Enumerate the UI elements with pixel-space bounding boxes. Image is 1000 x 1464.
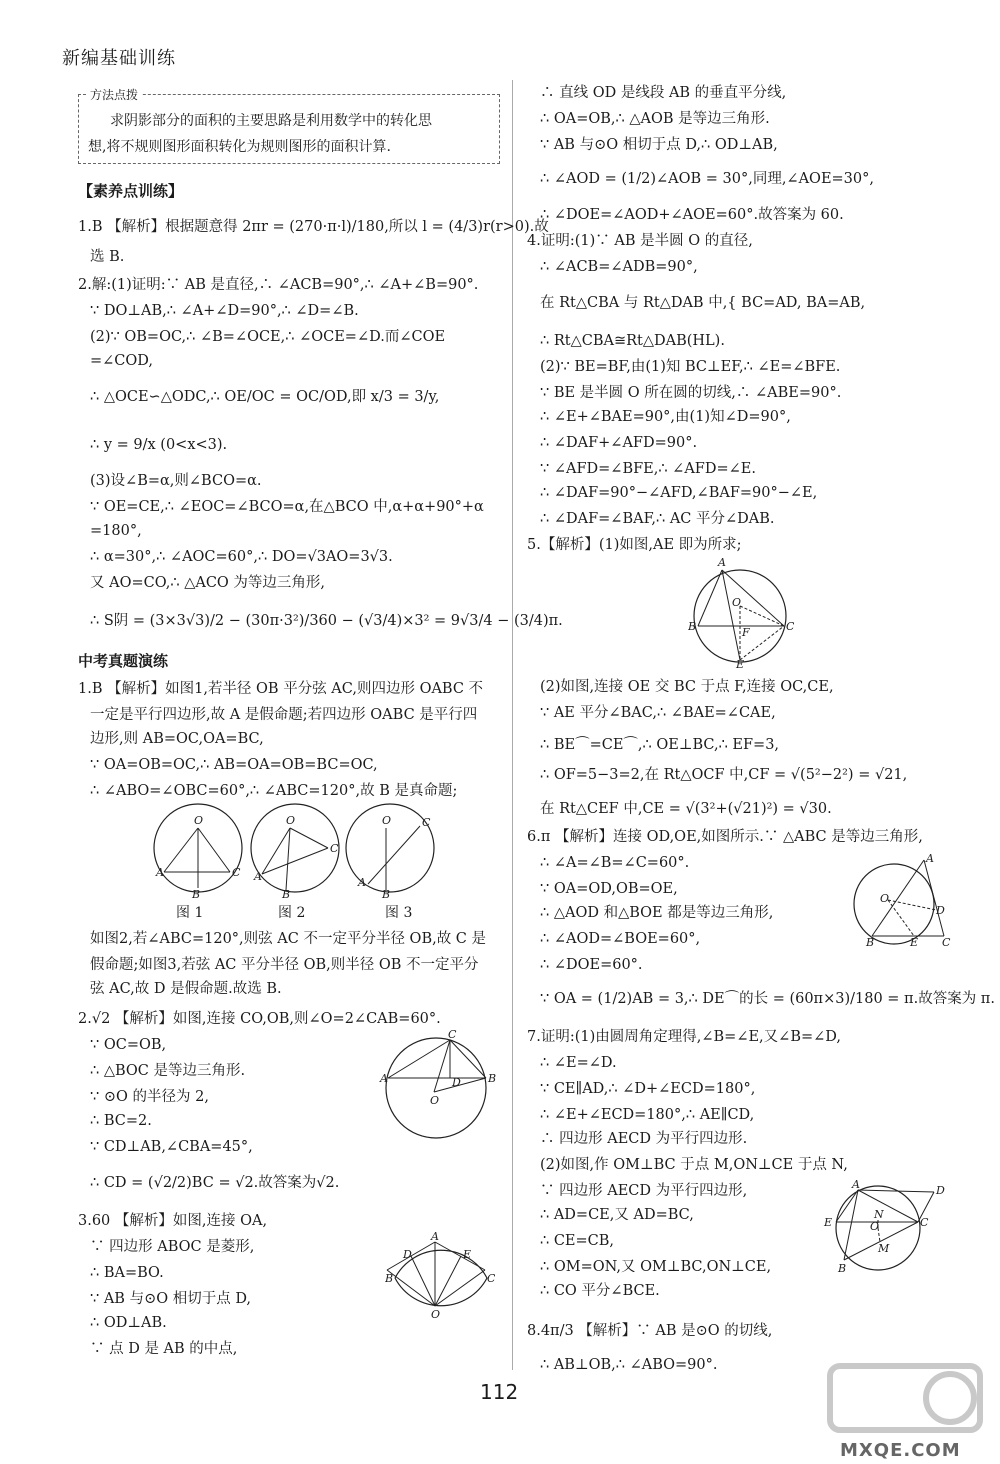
text-line: ∴ Rt△CBA≅Rt△DAB(HL). bbox=[540, 333, 725, 349]
text-line: ∵ AB 与⊙O 相切于点 D, bbox=[90, 1291, 252, 1307]
figure-3 bbox=[346, 804, 434, 898]
column-divider bbox=[512, 80, 513, 1370]
text-line: 5.【解析】(1)如图,AE 即为所求; bbox=[527, 537, 742, 553]
text-line: ∴ OF=5−3=2,在 Rt△OCF 中,CF = √(5²−2²) = √21, bbox=[540, 767, 908, 783]
svg-text:C: C bbox=[232, 866, 241, 879]
svg-text:O: O bbox=[732, 596, 742, 609]
text-line: ∴ BA=BO. bbox=[90, 1265, 164, 1281]
svg-text:A: A bbox=[431, 1232, 439, 1243]
text-line: ∵ 四边形 AECD 为平行四边形, bbox=[540, 1183, 748, 1199]
svg-text:A: A bbox=[254, 870, 262, 883]
text-line: 8.4π/3 【解析】∵ AB 是⊙O 的切线, bbox=[527, 1323, 773, 1339]
text-line: ∴ 四边形 AECD 为平行四边形. bbox=[540, 1131, 748, 1147]
text-line: (2)∵ BE=BF,由(1)知 BC⊥EF,∴ ∠E=∠BFE. bbox=[540, 359, 841, 375]
svg-text:O: O bbox=[194, 814, 204, 827]
text-line: ∴ ∠DOE=60°. bbox=[540, 957, 643, 973]
text-line: ∵ ⊙O 的半径为 2, bbox=[90, 1089, 209, 1105]
text-line: ∴ S阴 = (3×3√3)/2 − (30π·3²)/360 − (√3/4)×3² = 9√3/4 − (3/4)π. bbox=[90, 613, 563, 629]
text-line: ∴ △AOD 和△BOE 都是等边三角形, bbox=[540, 905, 774, 921]
text-line: (2)如图,连接 OE 交 BC 于点 F,连接 OC,CE, bbox=[540, 679, 834, 695]
text-line: ∵ CE∥AD,∴ ∠D+∠ECD=180°, bbox=[540, 1081, 756, 1097]
svg-text:B: B bbox=[688, 620, 697, 633]
svg-text:F: F bbox=[742, 626, 750, 639]
text-line: ∵ 点 D 是 AB 的中点, bbox=[90, 1341, 238, 1357]
svg-text:O: O bbox=[880, 892, 890, 905]
text-line: ∴ BC=2. bbox=[90, 1113, 152, 1129]
text-line: 选 B. bbox=[90, 249, 125, 265]
svg-text:B: B bbox=[192, 888, 201, 898]
section-heading: 中考真题演练 bbox=[78, 652, 169, 670]
figure-problem-3 bbox=[385, 1232, 495, 1320]
text-line: ∴ y = 9/x (0<x<3). bbox=[90, 437, 228, 453]
svg-text:C: C bbox=[422, 816, 431, 829]
svg-text:C: C bbox=[330, 842, 339, 855]
text-line: 在 Rt△CBA 与 Rt△DAB 中,{ BC=AD, BA=AB, bbox=[540, 295, 866, 311]
text-line: ∴ OD⊥AB. bbox=[90, 1315, 167, 1331]
figure-caption: 图 3 bbox=[385, 905, 413, 921]
svg-text:C: C bbox=[487, 1272, 495, 1285]
text-line: ∴ CD = (√2/2)BC = √2.故答案为√2. bbox=[90, 1175, 340, 1191]
svg-text:O: O bbox=[286, 814, 296, 827]
text-line: ∴ ∠E=∠D. bbox=[540, 1055, 617, 1071]
svg-text:E: E bbox=[736, 658, 745, 668]
text-line: ∴ 直线 OD 是线段 AB 的垂直平分线, bbox=[540, 85, 787, 101]
figures-1-2-3 bbox=[150, 800, 450, 898]
text-line: ∴ BE⌒=CE⌒,∴ OE⊥BC,∴ EF=3, bbox=[540, 737, 780, 753]
svg-text:D: D bbox=[403, 1248, 412, 1261]
tip-line: 求阴影部分的面积的主要思路是利用数学中的转化思 bbox=[110, 113, 432, 129]
text-line: ∴ ∠ACB=∠ADB=90°, bbox=[540, 259, 698, 275]
text-line: 7.证明:(1)由圆周角定理得,∠B=∠E,又∠B=∠D, bbox=[527, 1029, 841, 1045]
text-line: ∴ ∠E+∠BAE=90°,由(1)知∠D=90°, bbox=[540, 409, 791, 425]
figure-caption: 图 1 bbox=[176, 905, 204, 921]
svg-text:N: N bbox=[874, 1208, 884, 1221]
tip-line: 想,将不规则图形面积转化为规则图形的面积计算. bbox=[88, 139, 391, 155]
figure-problem-5 bbox=[688, 556, 794, 668]
svg-text:O: O bbox=[430, 1094, 440, 1107]
text-line: ∴ CE=CB, bbox=[540, 1233, 615, 1249]
svg-text:C: C bbox=[920, 1216, 929, 1229]
text-line: ∴ ∠DAF+∠AFD=90°. bbox=[540, 435, 698, 451]
svg-text:E: E bbox=[463, 1248, 472, 1261]
svg-text:O: O bbox=[431, 1308, 441, 1320]
text-line: ∴ ∠A=∠B=∠C=60°. bbox=[540, 855, 690, 871]
text-line: 2.解:(1)证明:∵ AB 是直径,∴ ∠ACB=90°,∴ ∠A+∠B=90°. bbox=[78, 277, 479, 293]
text-line: ∴ ∠DAF=90°−∠AFD,∠BAF=90°−∠E, bbox=[540, 485, 818, 501]
text-line: ∵ BE 是半圆 O 所在圆的切线,∴ ∠ABE=90°. bbox=[540, 385, 842, 401]
text-line: ∵ CD⊥AB,∠CBA=45°, bbox=[90, 1139, 253, 1155]
text-line: ∴ CO 平分∠BCE. bbox=[540, 1283, 660, 1299]
text-line: =∠COD, bbox=[90, 353, 153, 369]
section-heading: 【素养点训练】 bbox=[78, 182, 184, 200]
text-line: 1.B 【解析】如图1,若半径 OB 平分弦 AC,则四边形 OABC 不 bbox=[78, 681, 484, 697]
text-line: =180°, bbox=[90, 523, 142, 539]
text-line: ∴ △OCE∽△ODC,∴ OE/OC = OC/OD,即 x/3 = 3/y, bbox=[90, 389, 440, 405]
figure-caption: 图 2 bbox=[278, 905, 306, 921]
text-line: 在 Rt△CEF 中,CE = √(3²+(√21)²) = √30. bbox=[540, 801, 832, 817]
text-line: ∴ OA=OB,∴ △AOB 是等边三角形. bbox=[540, 111, 770, 127]
svg-text:E: E bbox=[824, 1216, 833, 1229]
text-line: 弦 AC,故 D 是假命题.故选 B. bbox=[90, 981, 282, 997]
text-line: (2)如图,作 OM⊥BC 于点 M,ON⊥CE 于点 N, bbox=[540, 1157, 848, 1173]
text-line: ∵ DO⊥AB,∴ ∠A+∠D=90°,∴ ∠D=∠B. bbox=[90, 303, 359, 319]
text-line: ∵ AB 与⊙O 相切于点 D,∴ OD⊥AB, bbox=[540, 137, 778, 153]
text-line: 2.√2 【解析】如图,连接 CO,OB,则∠O=2∠CAB=60°. bbox=[78, 1011, 441, 1027]
text-line: ∴ OM=ON,又 OM⊥BC,ON⊥CE, bbox=[540, 1259, 772, 1275]
svg-text:E: E bbox=[910, 936, 919, 949]
text-line: ∴ ∠AOD=∠BOE=60°, bbox=[540, 931, 701, 947]
svg-text:M: M bbox=[878, 1242, 890, 1255]
svg-text:A: A bbox=[852, 1180, 860, 1191]
svg-text:A: A bbox=[380, 1072, 388, 1085]
svg-text:A: A bbox=[718, 556, 726, 569]
svg-text:A: A bbox=[926, 854, 934, 865]
text-line: ∴ ∠AOD = (1/2)∠AOB = 30°,同理,∠AOE=30°, bbox=[540, 171, 874, 187]
text-line: 一定是平行四边形,故 A 是假命题;若四边形 OABC 是平行四 bbox=[90, 707, 478, 723]
text-line: 又 AO=CO,∴ △ACO 为等边三角形, bbox=[90, 575, 326, 591]
text-line: ∴ ∠DAF=∠BAF,∴ AC 平分∠DAB. bbox=[540, 511, 775, 527]
text-line: ∴ ∠ABO=∠OBC=60°,∴ ∠ABC=120°,故 B 是真命题; bbox=[90, 783, 458, 799]
svg-text:B: B bbox=[382, 888, 391, 898]
figure-problem-6 bbox=[848, 854, 952, 950]
figure-1 bbox=[154, 804, 242, 898]
svg-text:C: C bbox=[448, 1030, 457, 1041]
text-line: ∴ ∠DOE=∠AOD+∠AOE=60°.故答案为 60. bbox=[540, 207, 844, 223]
text-line: (3)设∠B=α,则∠BCO=α. bbox=[90, 473, 262, 489]
book-title: 新编基础训练 bbox=[62, 48, 176, 69]
text-line: ∴ ∠E+∠ECD=180°,∴ AE∥CD, bbox=[540, 1107, 755, 1123]
text-line: 1.B 【解析】根据题意得 2πr = (270·π·l)/180,所以 l = (4/3)r(r>0).故 bbox=[78, 219, 549, 235]
text-line: 边形,则 AB=OC,OA=BC, bbox=[90, 731, 264, 747]
svg-text:D: D bbox=[936, 1184, 945, 1197]
svg-text:D: D bbox=[452, 1076, 461, 1089]
text-line: ∴ △BOC 是等边三角形. bbox=[90, 1063, 246, 1079]
svg-text:A: A bbox=[358, 876, 366, 889]
svg-text:O: O bbox=[382, 814, 392, 827]
figure-2 bbox=[251, 804, 339, 898]
text-line: 如图2,若∠ABC=120°,则弦 AC 不一定平分半径 OB,故 C 是 bbox=[90, 931, 487, 947]
figure-problem-7 bbox=[822, 1180, 956, 1276]
svg-text:B: B bbox=[838, 1262, 847, 1275]
text-line: ∵ 四边形 ABOC 是菱形, bbox=[90, 1239, 255, 1255]
text-line: ∵ OA=OD,OB=OE, bbox=[540, 881, 678, 897]
text-line: ∵ OA=OB=OC,∴ AB=OA=OB=BC=OC, bbox=[90, 757, 378, 773]
svg-text:O: O bbox=[870, 1220, 880, 1233]
svg-text:A: A bbox=[156, 866, 164, 879]
text-line: ∴ α=30°,∴ ∠AOC=60°,∴ DO=√3AO=3√3. bbox=[90, 549, 393, 565]
text-line: ∴ AD=CE,又 AD=BC, bbox=[540, 1207, 694, 1223]
text-line: ∴ AB⊥OB,∴ ∠ABO=90°. bbox=[540, 1357, 718, 1373]
text-line: ∵ OA = (1/2)AB = 3,∴ DE⌒的长 = (60π×3)/180 = π.故答案为 π. bbox=[540, 991, 995, 1007]
svg-text:C: C bbox=[786, 620, 794, 633]
method-tip-label: 方法点拨 bbox=[86, 86, 142, 103]
svg-text:D: D bbox=[936, 904, 945, 917]
text-line: 假命题;如图3,若弦 AC 平分半径 OB,则半径 OB 不一定平分 bbox=[90, 957, 479, 973]
svg-text:B: B bbox=[488, 1072, 497, 1085]
text-line: ∵ OE=CE,∴ ∠EOC=∠BCO=α,在△BCO 中,α+α+90°+α bbox=[90, 499, 484, 515]
text-line: 6.π 【解析】连接 OD,OE,如图所示.∵ △ABC 是等边三角形, bbox=[527, 829, 923, 845]
text-line: 4.证明:(1)∵ AB 是半圆 O 的直径, bbox=[527, 233, 753, 249]
svg-text:B: B bbox=[385, 1272, 394, 1285]
svg-text:B: B bbox=[866, 936, 875, 949]
text-line: ∵ OC=OB, bbox=[90, 1037, 167, 1053]
text-line: ∵ ∠AFD=∠BFE,∴ ∠AFD=∠E. bbox=[540, 461, 756, 477]
svg-text:B: B bbox=[282, 888, 291, 898]
page-number: 112 bbox=[480, 1380, 519, 1404]
svg-text:C: C bbox=[942, 936, 951, 949]
text-line: (2)∵ OB=OC,∴ ∠B=∠OCE,∴ ∠OCE=∠D.而∠COE bbox=[90, 329, 446, 345]
text-line: ∵ AE 平分∠BAC,∴ ∠BAE=∠CAE, bbox=[540, 705, 776, 721]
figure-problem-2 bbox=[378, 1030, 500, 1142]
watermark-text: MXQE.COM bbox=[840, 1440, 961, 1461]
text-line: 3.60 【解析】如图,连接 OA, bbox=[78, 1213, 268, 1229]
